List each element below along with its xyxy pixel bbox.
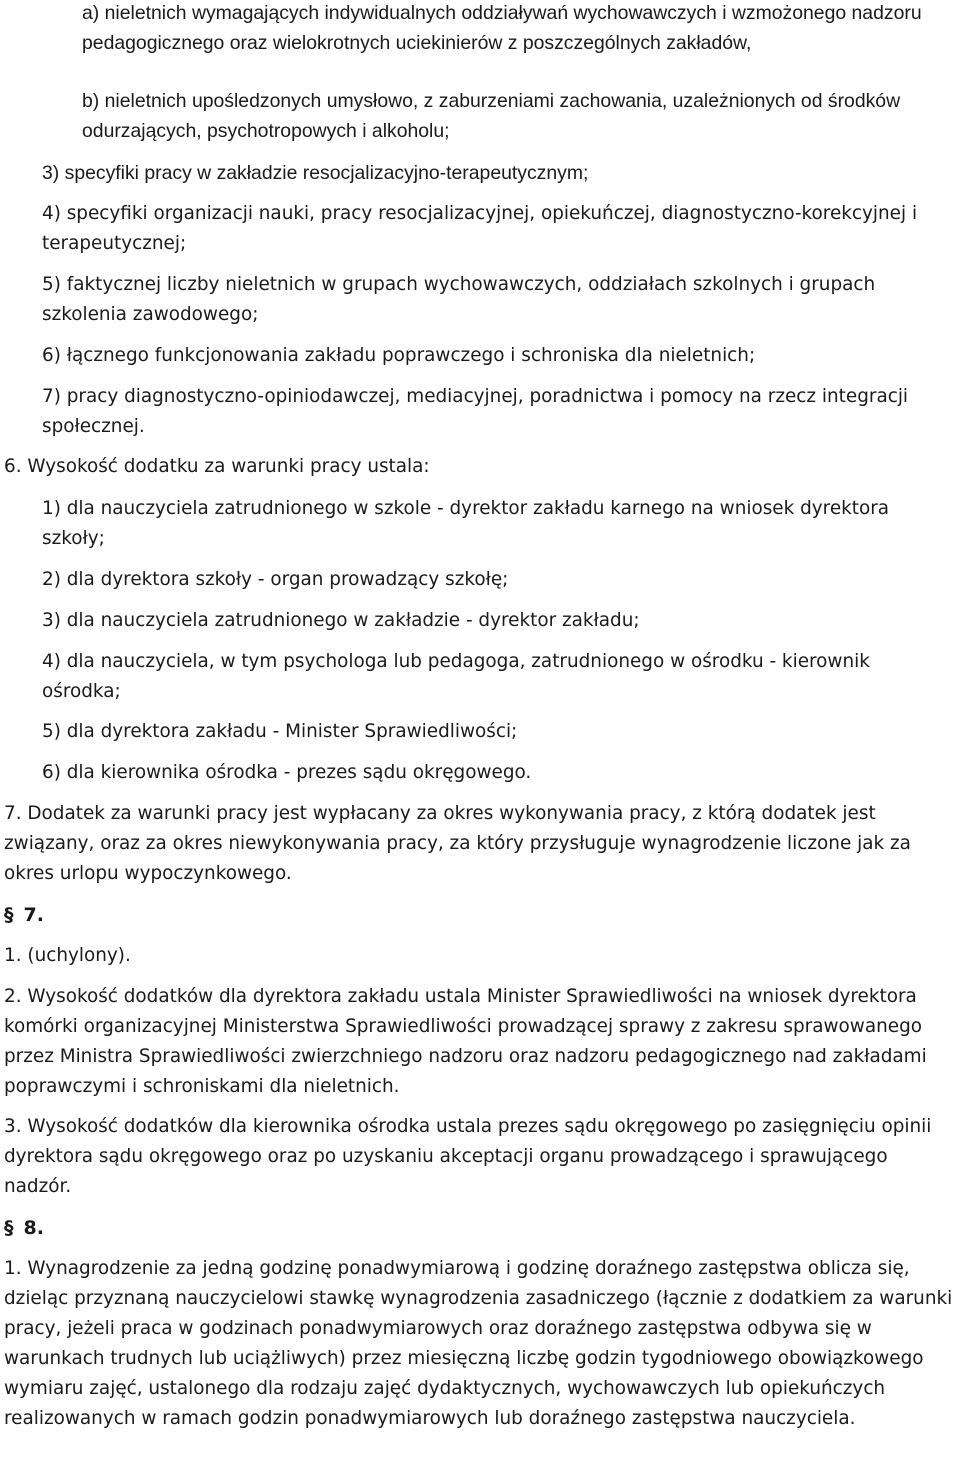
- list-item-4: 4) specyfiki organizacji nauki, pracy resocjalizacyjnej, opiekuńczej, diagnostyczno-korekcyjnej i terapeutycznej;: [42, 203, 918, 254]
- paragraph-6: 6. Wysokość dodatku za warunki pracy ustala:: [4, 456, 430, 477]
- list-item-6-2: 2) dla dyrektora szkoły - organ prowadzący szkołę;: [42, 569, 509, 590]
- paragraph-7: 7. Dodatek za warunki pracy jest wypłacany za okres wykonywania pracy, z którą dodatek jest związany, oraz za okres niewykonywania pracy, za który przysługuje wynagrodzenie liczone jak za okres urlopu wypoczynkowego.: [4, 803, 911, 884]
- section-heading-7: [4, 900, 44, 930]
- list-item-7: 7) pracy diagnostyczno-opiniodawczej, mediacyjnej, poradnictwa i pomocy na rzecz integracji społecznej.: [42, 386, 909, 437]
- paragraph-7-3: 3. Wysokość dodatków dla kierownika ośrodka ustala prezes sądu okręgowego po zasięgnięciu opinii dyrektora sądu okręgowego oraz po uzyskaniu akceptacji organu prowadzącego i sprawującego nadzór.: [4, 1116, 932, 1197]
- list-item-6: 6) łącznego funkcjonowania zakładu poprawczego i schroniska dla nieletnich;: [42, 345, 756, 366]
- list-item-6-1: 1) dla nauczyciela zatrudnionego w szkole - dyrektor zakładu karnego na wniosek dyrektora szkoły;: [42, 498, 890, 549]
- paragraph-8-1: 1. Wynagrodzenie za jedną godzinę ponadwymiarową i godzinę doraźnego zastępstwa oblicza się, dzieląc przyznaną nauczycielowi stawkę wynagrodzenia zasadniczego (łącznie z dodatkiem za warunki pracy, jeżeli praca w godzinach ponadwymiarowych oraz doraźnego zastępstwa odbywa się w warunkach trudnych lub uciążliwych) przez miesięczną liczbę godzin tygodniowego obowiązkowego wymiaru zajęć, ustalonego dla rodzaju zajęć dydaktycznych, wychowawczych lub opiekuńczych realizowanych w ramach godzin ponadwymiarowych lub doraźnego zastępstwa nauczyciela.: [4, 1258, 953, 1429]
- list-item-b: b) nieletnich upośledzonych umysłowo, z zaburzeniami zachowania, uzależnionych od środków odurzających, psychotropowych i alkoholu;: [82, 90, 901, 142]
- section-sign: §: [4, 1217, 14, 1239]
- list-item-6-6: 6) dla kierownika ośrodka - prezes sądu okręgowego.: [42, 762, 532, 783]
- section-number: 8.: [23, 1217, 44, 1239]
- section-number: 7.: [23, 904, 44, 926]
- list-item-3: 3) specyfiki pracy w zakładzie resocjalizacyjno-terapeutycznym;: [42, 162, 589, 184]
- list-item-6-3: 3) dla nauczyciela zatrudnionego w zakładzie - dyrektor zakładu;: [42, 610, 640, 631]
- paragraph-7-1: 1. (uchylony).: [4, 945, 131, 966]
- list-item-5: 5) faktycznej liczby nieletnich w grupach wychowawczych, oddziałach szkolnych i grupach szkolenia zawodowego;: [42, 274, 876, 325]
- paragraph-7-2: 2. Wysokość dodatków dla dyrektora zakładu ustala Minister Sprawiedliwości na wniosek dyrektora komórki organizacyjnej Ministerstwa Sprawiedliwości prowadzącej sprawy z zakresu sprawowanego przez Ministra Sprawiedliwości zwierzchniego nadzoru oraz nadzoru pedagogicznego nad zakładami poprawczymi i schroniskami dla nieletnich.: [4, 986, 927, 1097]
- section-sign: §: [4, 904, 14, 926]
- section-heading-8: [4, 1213, 44, 1243]
- list-item-a: a) nieletnich wymagających indywidualnych oddziaływań wychowawczych i wzmożonego nadzoru pedagogicznego oraz wielokrotnych uciekinierów z poszczególnych zakładów,: [82, 2, 922, 54]
- list-item-6-5: 5) dla dyrektora zakładu - Minister Sprawiedliwości;: [42, 721, 518, 742]
- list-item-6-4: 4) dla nauczyciela, w tym psychologa lub pedagoga, zatrudnionego w ośrodku - kierownik ośrodka;: [42, 651, 870, 702]
